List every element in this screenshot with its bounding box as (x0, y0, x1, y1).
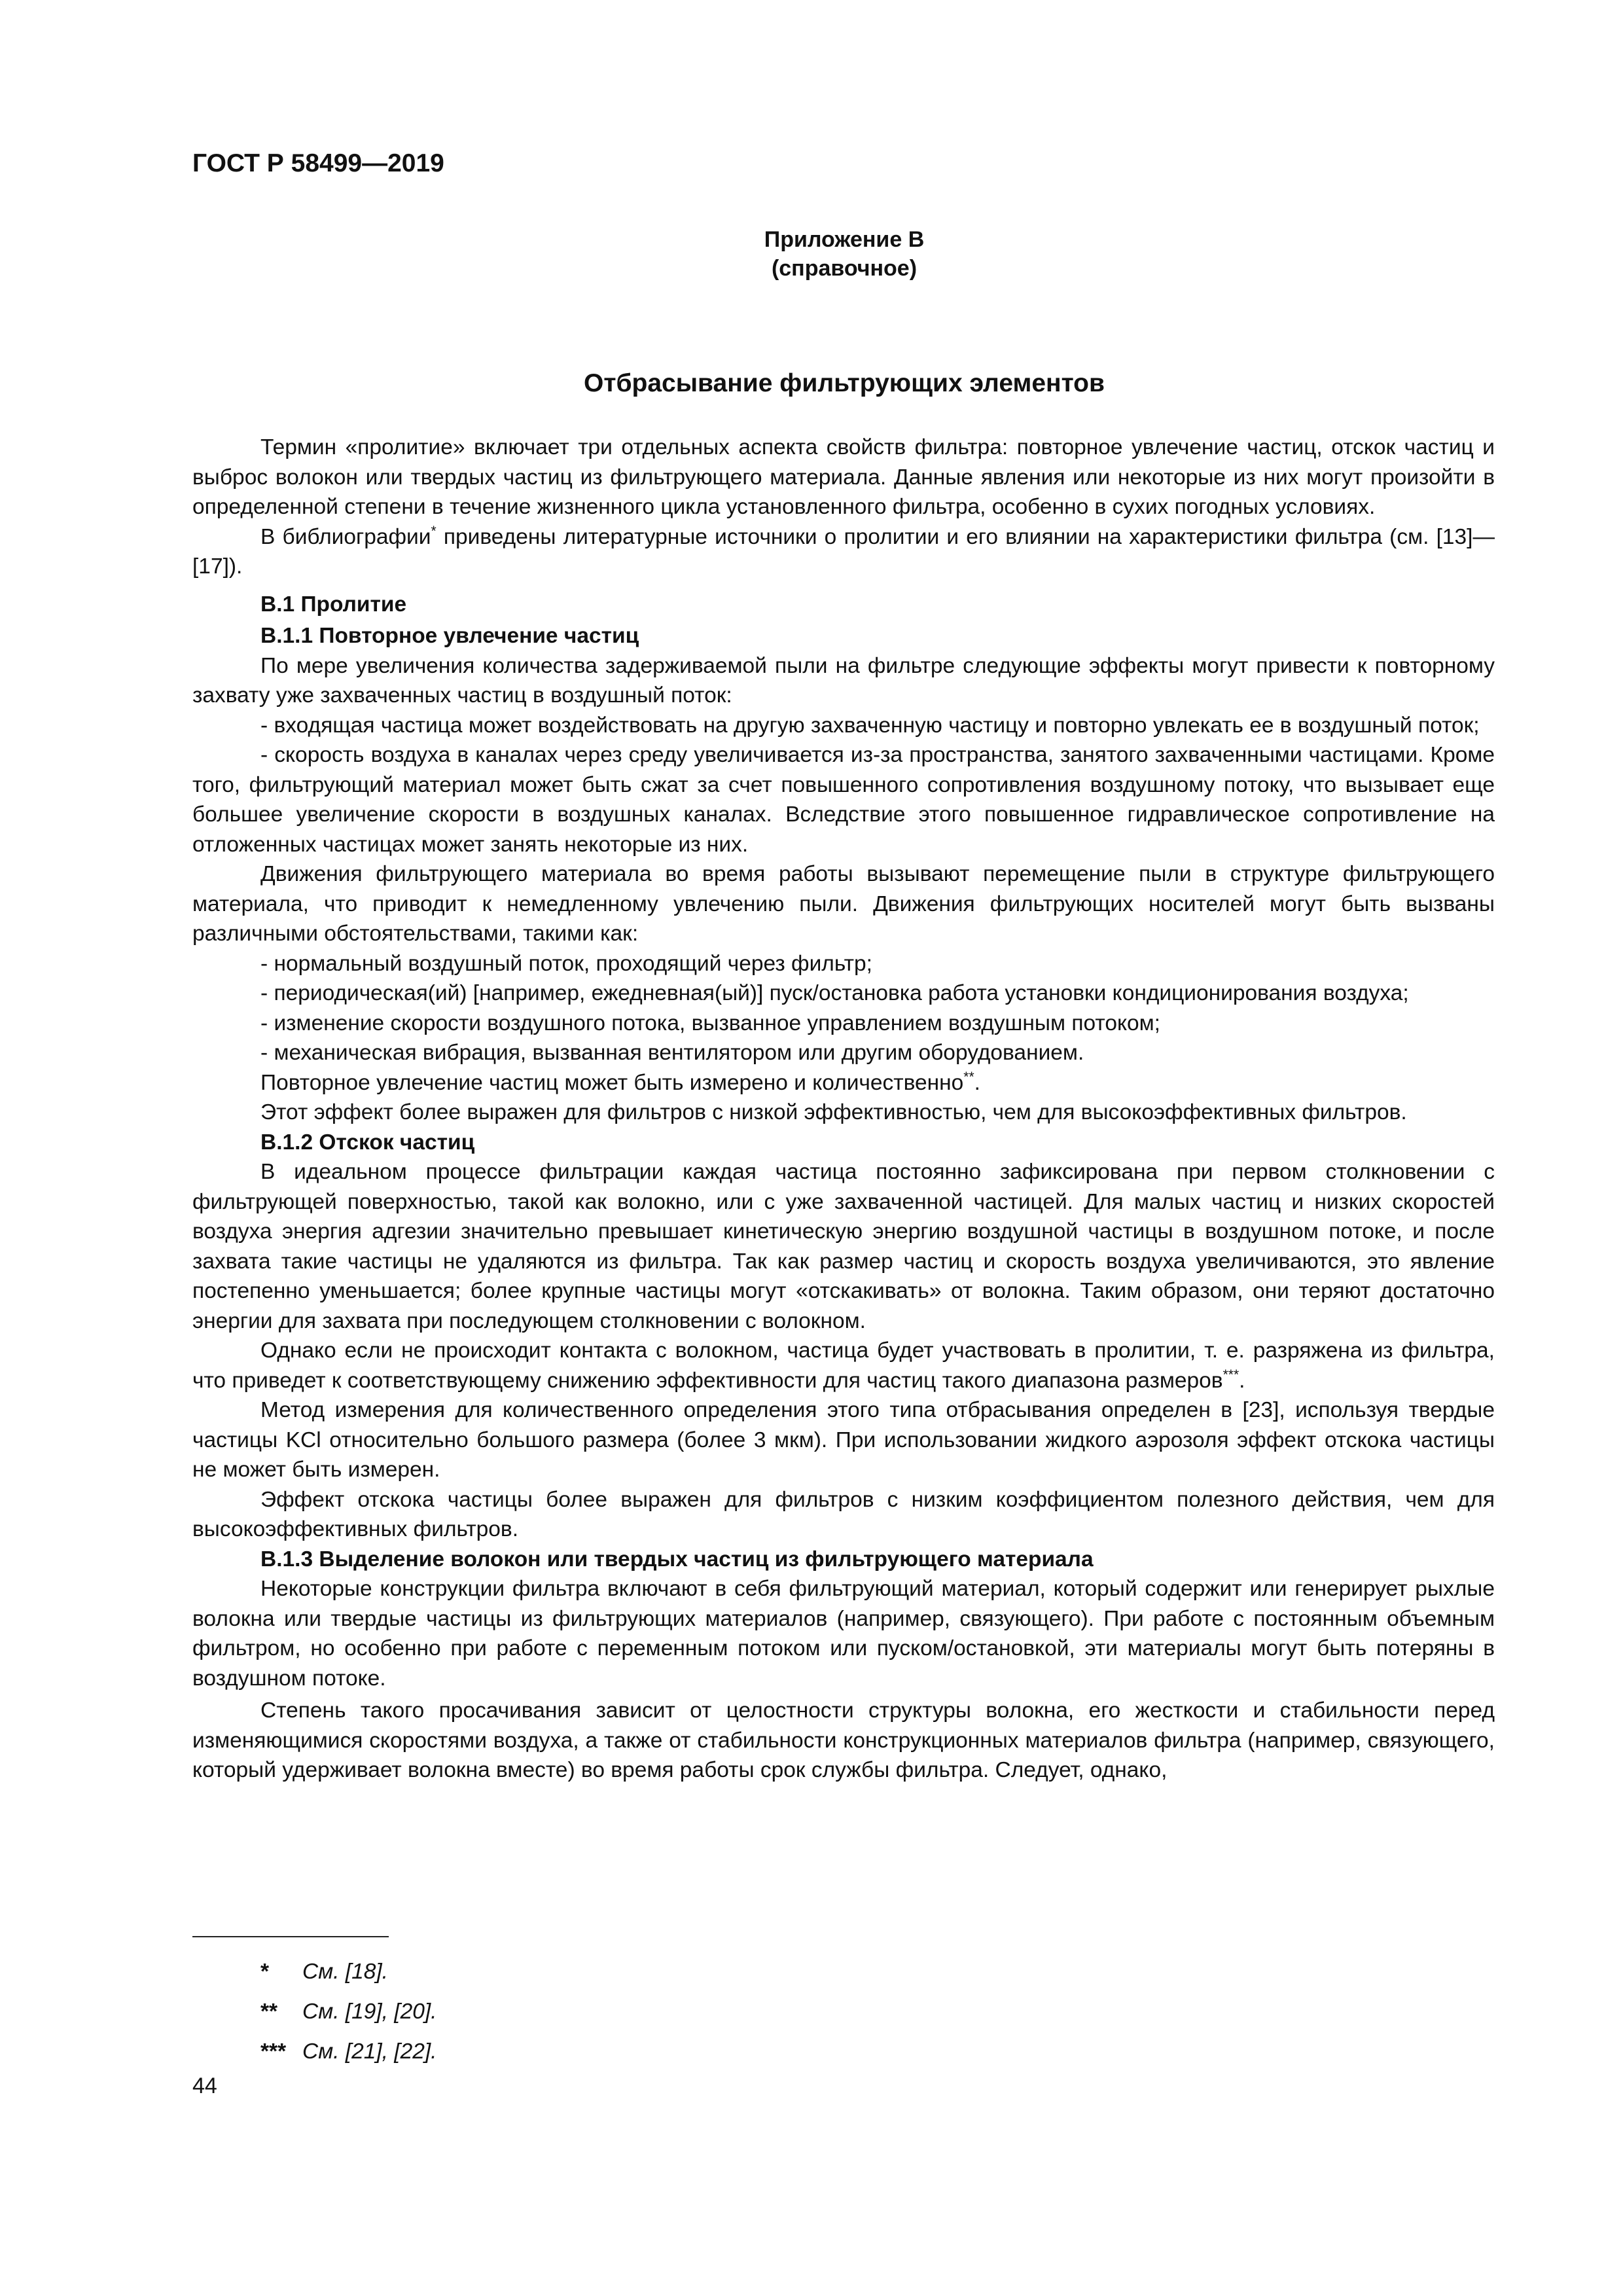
list-item: - входящая частица может воздействовать на другую захваченную частицу и повторно увлекать ее в воздушный поток; (260, 713, 1480, 738)
footnotes (260, 1952, 437, 2072)
footnote-text: См. [18]. (302, 1960, 388, 1984)
footnote-text: См. [21], [22]. (302, 2039, 437, 2064)
heading-b1-1: В.1.1 Повторное увлечение частиц (260, 624, 639, 648)
annex-title: Приложение В (764, 227, 925, 252)
paragraph-text: Повторное увлечение частиц может быть измерено и количественно (260, 1070, 964, 1095)
annex-heading (0, 225, 1623, 283)
footnote (260, 2032, 437, 2072)
document-id: ГОСТ Р 58499—2019 (192, 149, 444, 177)
footnote-ref: ** (963, 1069, 974, 1085)
paragraph-text: . (1239, 1368, 1245, 1393)
paragraph: Термин «пролитие» включает три отдельных аспекта свойств фильтра: повторное увлечение частиц, отскок частиц и выброс волокон или твердых частиц из фильтрующего материала. Данные явления или некоторые из них могут произойти в определенной степени в течение жизненного цикла установленного фильтра, особенно в сухих погодных условиях. (192, 435, 1495, 519)
paragraph-text: . (974, 1070, 980, 1095)
footnote-ref: *** (1222, 1367, 1240, 1382)
paragraph: Движения фильтрующего материала во время работы вызывают перемещение пыли в структуре фильтрующего материала, что приводит к немедленному увлечению пыли. Движения фильтрующих носителей могут быть вызваны различными обстоятельствами, такими как: (192, 862, 1495, 946)
footnote (260, 1992, 437, 2032)
paragraph: В идеальном процессе фильтрации каждая частица постоянно зафиксирована при первом столкновении с фильтрующей поверхностью, такой как волокно, или с уже захваченной частицей. Для малых частиц и низких скоростей воздуха энергия адгезии значительно превышает кинетическую энергию воздушной частицы в воздушном потоке, и после захвата такие частицы не удаляются из фильтра. Так как размер частиц и скорость воздуха увеличиваются, это явление постепенно уменьшается; более крупные частицы могут «отскакивать» от волокна. Таким образом, они теряют достаточно энергии для захвата при последующем столкновении с волокном. (192, 1160, 1495, 1333)
footnote-ref: * (431, 523, 437, 539)
paragraph (192, 522, 1495, 582)
annex-type: (справочное) (771, 256, 918, 281)
paragraph: По мере увеличения количества задерживаемой пыли на фильтре следующие эффекты могут привести к повторному захвату уже захваченных частиц в воздушный поток: (192, 653, 1495, 708)
list-item: - нормальный воздушный поток, проходящий через фильтр; (260, 951, 872, 976)
section-title: Отбрасывание фильтрующих элементов (584, 369, 1105, 397)
page-number: 44 (192, 2073, 217, 2098)
list-item: - скорость воздуха в каналах через среду увеличивается из-за пространства, занятого захваченными частицами. Кроме того, фильтрующий материал может быть сжат за счет повышенного сопротивления воздушному потоку, что вызывает еще большее увеличение скорости в воздушных каналах. Вследствие этого повышенное гидравлическое сопротивление на отложенных частицах может занять некоторые из них. (192, 743, 1495, 857)
footnote (260, 1952, 437, 1992)
footnote-mark: *** (260, 2039, 287, 2064)
paragraph (192, 1336, 1495, 1395)
list-item: - периодическая(ий) [например, ежедневная(ый)] пуск/остановка работа установки кондиционирования воздуха; (260, 981, 1409, 1005)
footnote-text: См. [19], [20]. (302, 2000, 437, 2024)
list-item: - механическая вибрация, вызванная вентилятором или другим оборудованием. (260, 1041, 1084, 1065)
paragraph: Степень такого просачивания зависит от целостности структуры волокна, его жесткости и стабильности перед изменяющимися скоростями воздуха, а также от стабильности конструкционных материалов фильтра (например, связующего, который удерживает волокна вместе) во время работы срок службы фильтра. Следует, однако, (192, 1698, 1495, 1782)
paragraph: Метод измерения для количественного определения этого типа отбрасывания определен в [23], используя твердые частицы KCl относительно большого размера (более 3 мкм). При использовании жидкого аэрозоля эффект отскока частицы не может быть измерен. (192, 1398, 1495, 1482)
paragraph: Этот эффект более выражен для фильтров с низкой эффективностью, чем для высокоэффективных фильтров. (260, 1100, 1407, 1124)
heading-b1-3: В.1.3 Выделение волокон или твердых частиц из фильтрующего материала (260, 1547, 1094, 1571)
heading-b1: В.1 Пролитие (260, 592, 407, 617)
paragraph-text: В библиографии (260, 524, 431, 549)
body-text (192, 433, 1495, 1785)
paragraph-text: приведены литературные источники о пролитии и его влиянии на характеристики фильтра (см. [13]—[17]). (192, 524, 1495, 579)
footnote-mark: * (260, 1960, 270, 1984)
footnote-divider (192, 1936, 389, 1937)
list-item: - изменение скорости воздушного потока, вызванное управлением воздушным потоком; (260, 1011, 1160, 1035)
paragraph: Эффект отскока частицы более выражен для фильтров с низким коэффициентом полезного действия, чем для высокоэффективных фильтров. (192, 1487, 1495, 1541)
footnote-mark: ** (260, 2000, 278, 2024)
paragraph: Некоторые конструкции фильтра включают в себя фильтрующий материал, который содержит или генерирует рыхлые волокна или твердые частицы из фильтрующих материалов (например, связующего). При работе с постоянным объемным фильтром, но особенно при работе с переменным потоком или пуском/остановкой, эти материалы могут быть потеряны в воздушном потоке. (192, 1577, 1495, 1691)
paragraph-text: Однако если не происходит контакта с волокном, частица будет участвовать в пролитии, т. е. разряжена из фильтра, что приведет к соответствующему снижению эффективности для частиц такого диапазона размеров (192, 1338, 1495, 1393)
paragraph (192, 1068, 1495, 1098)
heading-b1-2: В.1.2 Отскок частиц (260, 1130, 475, 1155)
